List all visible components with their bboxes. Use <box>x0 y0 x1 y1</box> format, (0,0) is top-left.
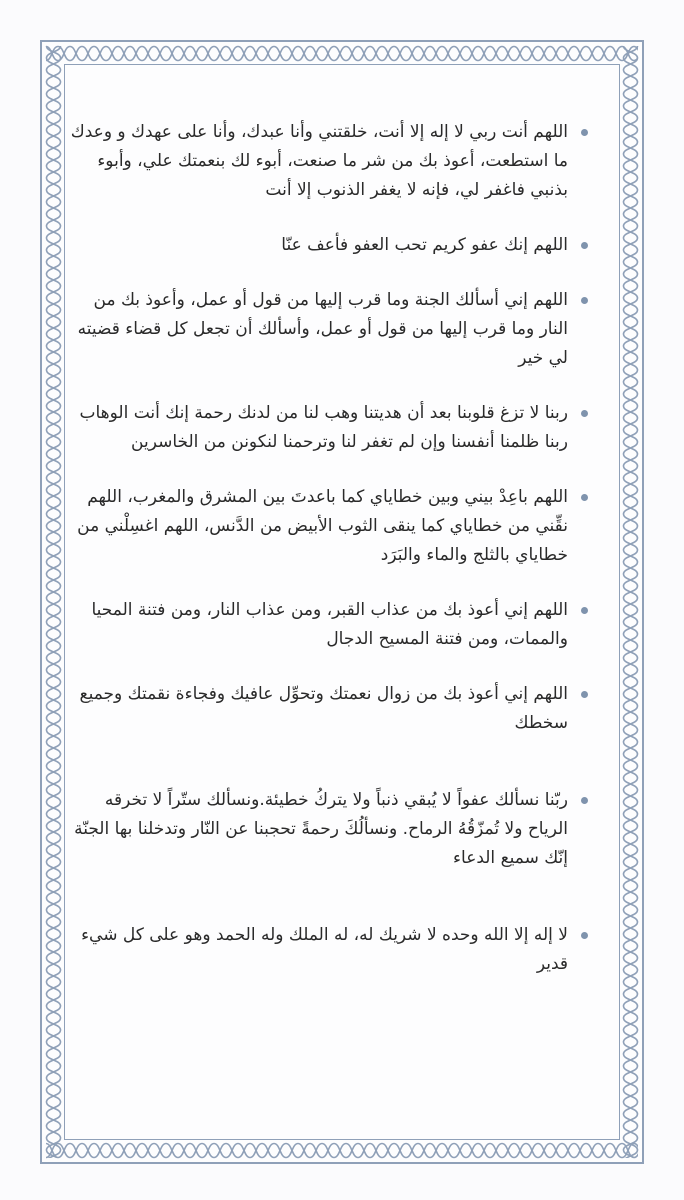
dua-text: اللهم إني أعوذ بك من عذاب القبر، ومن عذاب النار، ومن فتنة المحيا والممات، ومن فتنة المسيح الدجال <box>91 600 568 649</box>
braid-border-left <box>45 46 62 1158</box>
bullet-dot-icon <box>581 242 588 249</box>
dua-text: اللهم إني أسألك الجنة وما قرب إليها من قول أو عمل، وأعوذ بك من النار وما قرب إليها من قول أو عمل، وأسألك أن تجعل كل قضاء قضيته لي خير <box>77 290 568 368</box>
dua-text: اللهم إنك عفو كريم تحب العفو فأعف عنّا <box>281 235 568 255</box>
braid-border-bottom <box>46 1142 638 1159</box>
bullet-dot-icon <box>581 129 588 136</box>
dua-item <box>70 680 590 738</box>
dua-item <box>70 118 590 205</box>
dua-content <box>70 118 590 979</box>
dua-item <box>70 786 590 873</box>
dua-item <box>70 921 590 979</box>
dua-text: ربّنا نسألك عفواً لا يُبقي ذنباً ولا يتركُ خطيئة.ونسألك ستّراً لا تخرقه الرياح ولا تُمزّقُهُ الرماح. ونسألُكَ رحمةً تحجبنا عن النّار وتدخلنا بها الجنّة إنّك سميع الدعاء <box>74 790 568 868</box>
dua-text: اللهم أنت ربي لا إله إلا أنت، خلقتني وأنا عبدك، وأنا على عهدك و وعدك ما استطعت، أعوذ بك من شر ما صنعت، أبوء لك بنعمتك علي، وأبوء بذنبي فاغفر لي، فإنه لا يغفر الذنوب إلا أنت <box>70 122 568 200</box>
bullet-dot-icon <box>581 494 588 501</box>
dua-item <box>70 286 590 373</box>
bullet-dot-icon <box>581 297 588 304</box>
dua-item <box>70 483 590 570</box>
dua-list <box>70 118 590 979</box>
dua-item <box>70 231 590 260</box>
dua-text: اللهم باعِدْ بيني وبين خطاياي كما باعدتَ بين المشرق والمغرب، اللهم نقِّني من خطاياي كما ينقى الثوب الأبيض من الدَّنس، اللهم اغسِلْني من خطاياي بالثلج والماء والبَرَد <box>77 487 568 565</box>
bullet-dot-icon <box>581 410 588 417</box>
braid-border-top <box>46 45 638 62</box>
dua-item <box>70 596 590 654</box>
bullet-dot-icon <box>581 607 588 614</box>
dua-item <box>70 399 590 457</box>
bullet-dot-icon <box>581 797 588 804</box>
dua-text: لا إله إلا الله وحده لا شريك له، له الملك وله الحمد وهو على كل شيء قدير <box>81 925 568 974</box>
bullet-dot-icon <box>581 932 588 939</box>
braid-border-right <box>622 46 639 1158</box>
dua-text: اللهم إني أعوذ بك من زوال نعمتك وتحوِّل عافيك وفجاءة نقمتك وجميع سخطك <box>79 684 568 733</box>
bullet-dot-icon <box>581 691 588 698</box>
dua-text: ربنا لا تزغ قلوبنا بعد أن هديتنا وهب لنا من لدنك رحمة إنك أنت الوهاب ربنا ظلمنا أنفسنا وإن لم تغفر لنا وترحمنا لنكونن من الخاسرين <box>79 403 568 452</box>
